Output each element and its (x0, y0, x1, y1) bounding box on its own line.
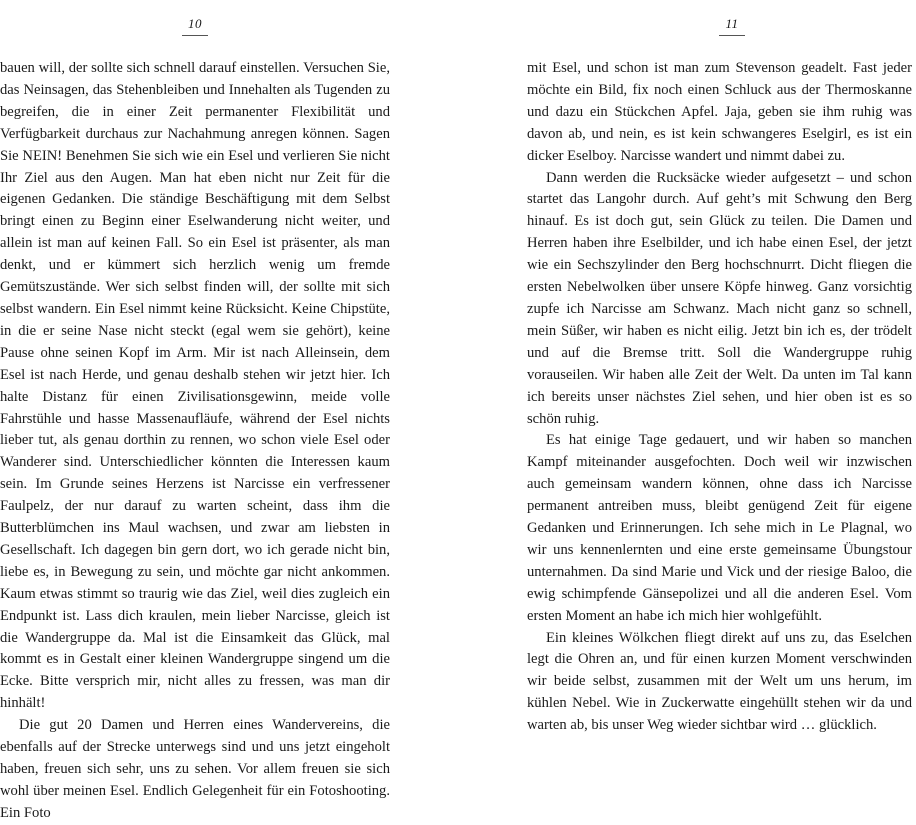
page-number: 11 (725, 16, 739, 31)
body-text (0, 58, 390, 825)
left-page (0, 0, 390, 821)
paragraph: mit Esel, und schon ist man zum Stevenson geadelt. Fast jeder möchte ein Bild, fix noch einen Schluck aus der Thermoskanne und dazu ein Stückchen Apfel. Jaja, geben sie ihm ruhig was davon ab, und nein, es ist kein schwangeres Eselgirl, es ist ein dicker Eselboy. Narcisse wandert und nimmt dabei zu. (527, 60, 912, 164)
page-number: 10 (188, 16, 202, 31)
paragraph: Ein kleines Wölkchen fliegt direkt auf uns zu, das Eselchen legt die Ohren an, und für einen kurzen Moment verschwinden wir beide selbst, zusammen mit der Welt um uns herum, im kühlen Nebel. Wie in Zuckerwatte eingehüllt stehen wir da und warten ab, bis unser Weg wieder sichtbar wird … glücklich. (527, 629, 912, 734)
page-number-rule (719, 35, 745, 36)
paragraph: bauen will, der sollte sich schnell darauf einstellen. Versuchen Sie, das Neinsagen, das Stehenbleiben und Innehalten als Tugenden zu begreifen, die in einer Zeit permanenter Flexibilität und Verfügbarkeit durchaus zur Nachahmung anregen können. Sagen Sie NEIN! Benehmen Sie sich wie ein Esel und verlieren Sie nicht Ihr Ziel aus den Augen. Man hat eben nicht nur Zeit für die eigenen Gedanken. Die ständige Beschäftigung mit dem Selbst bringt einen zu Beginn einer Eselwanderung nicht weiter, und allein ist man auf keinen Fall. So ein Esel ist präsenter, als man denkt, und er kümmert sich herzlich wenig um fremde Gemütszustände. Wer sich selbst finden will, der sollte mit sich selbst wandern. Ein Esel nimmt keine Rücksicht. Keine Chipstüte, in die er seine Nase nicht steckt (egal wem sie gehört), keine Pause ohne seinen Kopf im Arm. Mir ist nach Alleinsein, dem Esel ist nach Herde, und genau deshalb stehen wir jetzt hier. Ich halte Distanz für einen Zivilisationsgewinn, meide volle Fahrstühle und hasse Massenaufläufe, während der Esel nichts lieber tut, als genau dorthin zu rennen, wo schon viele Esel oder Wanderer sind. Unterschiedlicher könnten die Interessen kaum sein. Im Grunde seines Herzens ist Narcisse ein verfressener Faulpelz, der nur darauf zu warten scheint, dass ihm die Butterblümchen ins Maul wachsen, und zwar am liebsten in Gesellschaft. Ich dagegen bin gern dort, wo ich gerade nicht bin, liebe es, in Bewegung zu sein, und möchte gar nicht ankommen. Kaum etwas stimmt so traurig wie das Ziel, weil dies zugleich ein Endpunkt ist. Lass dich kraulen, mein lieber Narcisse, gleich ist die Wandergruppe da. Mal ist die Einsamkeit das Glück, mal kommt es in Gestalt einer kleinen Wandergruppe singend um die Ecke. Bitte versprich mir, nicht alles zu fressen, was man dir hinhält! (0, 60, 390, 712)
paragraph: Dann werden die Rucksäcke wieder aufgesetzt – und schon startet das Langohr durch. Auf geht’s mit Schwung den Berg hinauf. Es ist doch gut, sein Glück zu teilen. Die Damen und Herren haben ihre Eselbilder, und ich habe einen Esel, der jetzt wie ein Sechszylinder den Berg hochschnurrt. Dicht fliegen die ersten Nebelwolken über unsere Köpfe hinweg. Ganz vorsichtig zupfe ich Narcisse am Schwanz. Mach nicht ganz so schnell, mein Süßer, wir haben es nicht eilig. Jetzt bin ich es, der trödelt und auf die Bremse tritt. Soll die Wandergruppe ruhig vorauseilen. Wir haben alle Zeit der Welt. Da unten im Tal kann ich bereits unser nächstes Ziel sehen, und hier oben ist es so schön ruhig. (527, 169, 912, 427)
right-page (527, 0, 912, 732)
paragraph: Die gut 20 Damen und Herren eines Wandervereins, die ebenfalls auf der Strecke unterwegs sind und uns jetzt eingeholt haben, freuen sich sehr, uns zu sehen. Vor allem freuen sie sich wohl über meinen Esel. Endlich Gelegenheit für ein Fotoshooting. Ein Foto (0, 717, 390, 821)
body-text (527, 58, 912, 737)
page-number-rule (182, 35, 208, 36)
paragraph: Es hat einige Tage gedauert, und wir haben so manchen Kampf miteinander ausgefochten. Doch weil wir inzwischen auch gemeinsam wandern können, ohne dass ich Narcisse permanent antreiben muss, bleibt genügend Zeit für eigene Gedanken und Erinnerungen. Ich sehe mich in Le Plagnal, wo wir uns kennenlernten und eine erste gemeinsame Übungstour unternahmen. Da sind Marie und Vick und der riesige Baloo, die ewig schimpfende Gänsepolizei und all die anderen Esel. Vom ersten Moment an habe ich mich hier wohlgefühlt. (527, 432, 912, 624)
